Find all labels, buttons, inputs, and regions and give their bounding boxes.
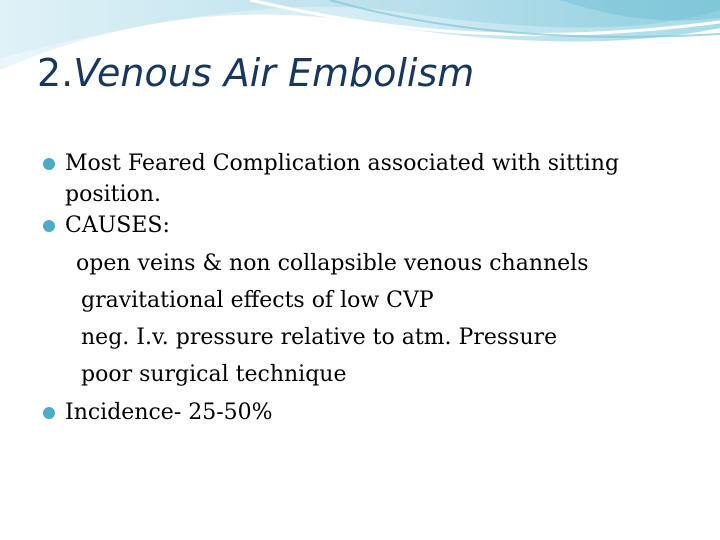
bullet-item-complication (43, 148, 693, 210)
slide-title (37, 50, 474, 96)
bullet-item-causes (43, 210, 693, 241)
bullet-text-line: Most Feared Complication associated with sitting (65, 151, 620, 176)
bullet-text-line: position. (65, 182, 161, 207)
bullet-dot-icon (43, 407, 55, 419)
bullet-dot-icon (43, 158, 55, 170)
title-number: 2. (37, 51, 74, 95)
cause-item: poor surgical technique (81, 362, 347, 387)
bullet-label: CAUSES: (65, 213, 170, 238)
bullet-dot-icon (43, 220, 55, 232)
cause-item: neg. I.v. pressure relative to atm. Pressure (81, 325, 558, 350)
cause-item: open veins & non collapsible venous channels (76, 251, 589, 276)
bullet-text-line: Incidence- 25-50% (65, 400, 273, 425)
slide-body (43, 148, 693, 428)
title-text: Venous Air Embolism (73, 51, 475, 95)
cause-item: gravitational effects of low CVP (81, 288, 434, 313)
bullet-item-incidence (43, 397, 693, 428)
